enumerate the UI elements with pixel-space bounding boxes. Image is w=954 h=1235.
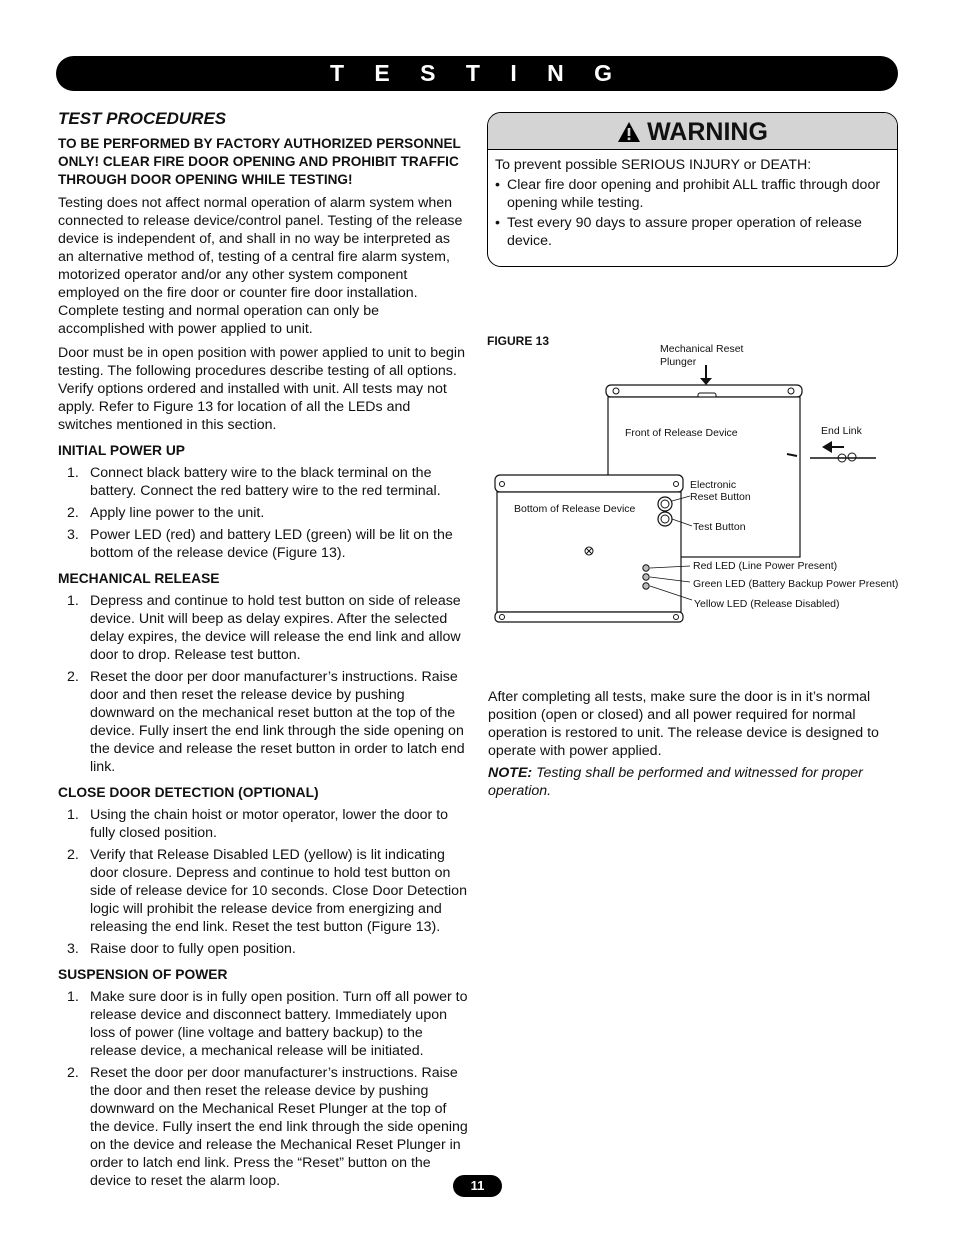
warning-bullet: • Test every 90 days to assure proper operation of release device. xyxy=(495,215,862,249)
end-link-icon xyxy=(810,441,876,462)
warning-title: WARNING xyxy=(647,118,768,146)
list-initial-power-up xyxy=(58,464,468,562)
label-red-led: Red LED (Line Power Present) xyxy=(693,560,838,572)
electronic-reset-button xyxy=(658,497,672,511)
red-led xyxy=(643,565,649,571)
list-item: 3. Raise door to fully open position. xyxy=(67,941,296,957)
release-device-diagram xyxy=(480,330,920,630)
heading-suspension-of-power: SUSPENSION OF POWER xyxy=(58,967,228,982)
note xyxy=(488,764,883,800)
label-yellow-led: Yellow LED (Release Disabled) xyxy=(694,598,840,610)
label-plunger: Plunger xyxy=(660,356,697,368)
warning-body xyxy=(488,150,897,256)
page-banner: T E S T I N G xyxy=(56,56,898,91)
heading-mechanical-release: MECHANICAL RELEASE xyxy=(58,571,220,586)
label-front: Front of Release Device xyxy=(625,427,738,439)
caps-warning: TO BE PERFORMED BY FACTORY AUTHORIZED PERSONNEL ONLY! CLEAR FIRE DOOR OPENING AND PROHIBIT TRAFFIC THROUGH DOOR OPENING WHILE TESTING! xyxy=(58,136,461,187)
list-item: 1. Using the chain hoist or motor operator, lower the door to fully closed position. xyxy=(67,807,449,841)
down-arrow-icon xyxy=(700,365,712,385)
label-test-button: Test Button xyxy=(693,521,746,533)
warning-bullet: • Clear fire door opening and prohibit ALL traffic through door opening while testing. xyxy=(495,177,881,211)
intro-paragraph-2: Door must be in open position with power applied to unit to begin testing. The following procedures describe testing of all options. Verify options ordered and installed with unit. All tests may not apply. Refer to Figure 13 for location of all the LEDs and switches mentioned in this section. xyxy=(58,345,465,433)
green-led xyxy=(643,574,649,580)
bottom-of-device xyxy=(495,475,683,630)
heading-close-door-detection: CLOSE DOOR DETECTION (OPTIONAL) xyxy=(58,785,319,800)
warning-triangle-icon xyxy=(617,121,641,143)
figure-label: FIGURE 13 xyxy=(487,334,550,348)
test-button xyxy=(658,512,672,526)
list-item: 1. Make sure door is in fully open position. Turn off all power to release device and disconnect battery. Immediately upon loss of power (line voltage and battery backup) to the release device, a mechanical release will be initiated. xyxy=(67,989,468,1059)
label-reset: Reset Button xyxy=(690,491,751,503)
closing-section xyxy=(488,688,883,804)
list-mechanical-release xyxy=(58,592,468,776)
warning-header xyxy=(488,113,897,150)
list-item: 2. Reset the door per door manufacturer’s instructions. Raise the door and then reset the release device by pushing downward on the Mechanical Reset Plunger at the top of the device. Fully insert the end link through the side opening on the device and release the Mechanical Reset Plunger in order to latch end link. Press the “Reset” button on the device to reset the alarm loop. xyxy=(67,1065,468,1189)
label-green-led: Green LED (Battery Backup Power Present) xyxy=(693,578,899,590)
list-suspension-of-power xyxy=(58,988,468,1190)
yellow-led xyxy=(643,583,649,589)
left-column xyxy=(58,110,468,1196)
list-close-door-detection xyxy=(58,806,468,958)
list-item: 2. Apply line power to the unit. xyxy=(67,505,265,521)
note-text: Testing shall be performed and witnessed for proper operation. xyxy=(488,765,863,799)
list-item: 2. Verify that Release Disabled LED (yellow) is lit indicating door closure. Depress and continue to hold test button on side of release device for 10 seconds. Close Door Detection logic will prohibit the release device from energizing and releasing the end link. Reset the test button (Figure 13). xyxy=(67,847,467,935)
list-item: 2. Reset the door per door manufacturer’s instructions. Raise door and then reset the release device by pushing downward on the mechanical reset button at the top of the device. Fully insert the end link through the side opening on the device and release the reset button in order to latch end link. xyxy=(67,669,465,775)
section-title: TEST PROCEDURES xyxy=(58,109,227,128)
label-end-link: End Link xyxy=(821,425,862,437)
label-reset: Electronic xyxy=(690,479,737,491)
label-plunger: Mechanical Reset xyxy=(660,343,744,355)
list-item: 3. Power LED (red) and battery LED (green) will be lit on the bottom of the release device (Figure 13). xyxy=(67,527,453,561)
closing-paragraph: After completing all tests, make sure the door is in it’s normal position (open or closed) and all power required for normal operation is restored to unit. The release device is designed to operate with power applied. xyxy=(488,689,879,759)
warning-box xyxy=(487,112,898,267)
heading-initial-power-up: INITIAL POWER UP xyxy=(58,443,185,458)
intro-paragraph-1: Testing does not affect normal operation of alarm system when connected to release device/control panel. Testing of the release device is independent of, and shall in no way be interpreted as an alternative method of, testing of a central fire alarm system, motorized operator and/or any other system component employed on the fire door or counter fire door installation. Complete testing and normal operation can only be accomplished with power applied to unit. xyxy=(58,195,463,337)
list-item: 1. Depress and continue to hold test button on side of release device. Unit will beep as delay expires. After the selected delay expires, the device will release the end link and allow door to drop. Release test button. xyxy=(67,593,461,663)
warning-intro: To prevent possible SERIOUS INJURY or DEATH: xyxy=(495,157,812,173)
note-label: NOTE: xyxy=(488,765,533,781)
page-number: 11 xyxy=(453,1175,502,1197)
list-item: 1. Connect black battery wire to the black terminal on the battery. Connect the red battery wire to the red terminal. xyxy=(67,465,441,499)
label-bottom: Bottom of Release Device xyxy=(514,503,636,515)
